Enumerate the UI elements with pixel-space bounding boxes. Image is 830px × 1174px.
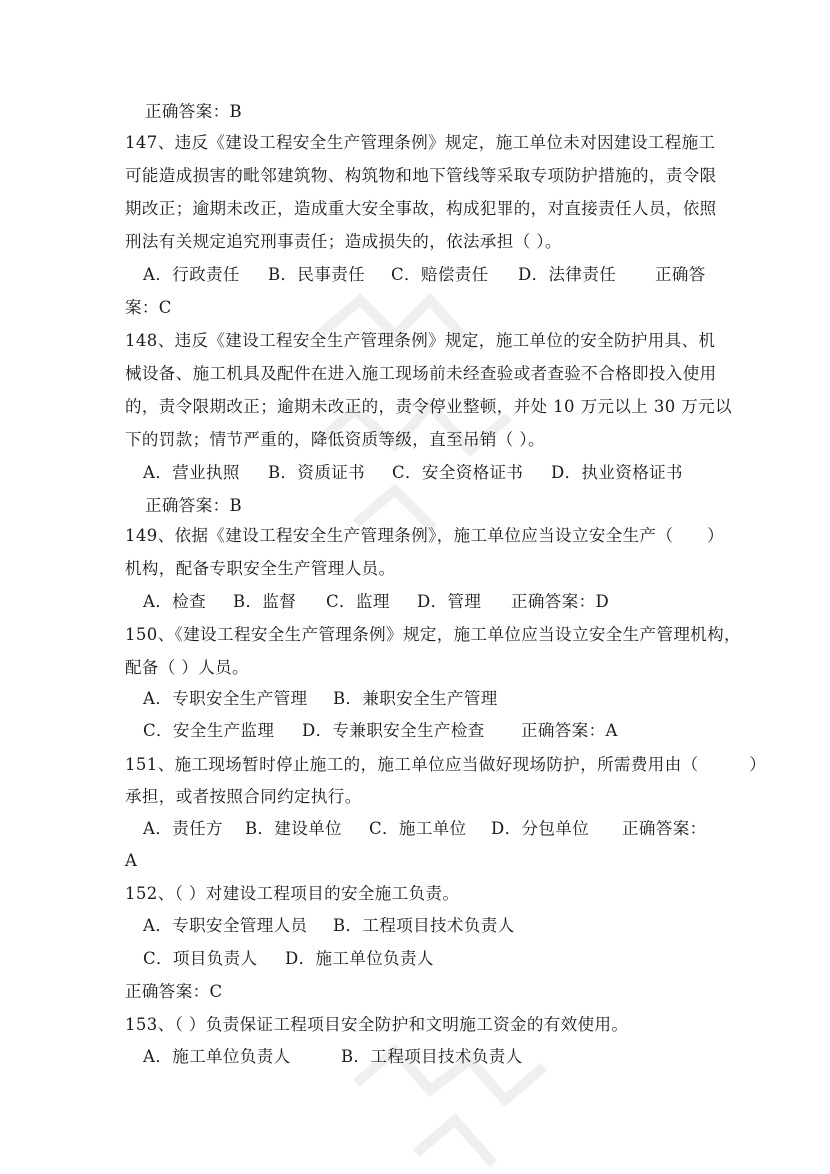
option-c: C．施工单位: [369, 819, 467, 838]
option-b: B．民事责任: [268, 265, 366, 284]
question-148-line-2: 械设备、施工机具及配件在进入施工现场前未经查验或者查验不合格即投入使用: [125, 364, 717, 383]
option-a: A．行政责任: [143, 265, 240, 284]
question-152-line-1: 152、（ ）对建设工程项目的安全施工负责。: [125, 884, 460, 903]
option-a: A．施工单位负责人: [143, 1047, 291, 1066]
option-d: D．管理: [417, 592, 482, 611]
answer-line: 正确答案：B: [145, 496, 243, 515]
option-b: B．工程项目技术负责人: [333, 916, 515, 935]
option-b: B．资质证书: [268, 463, 366, 482]
option-b: B．工程项目技术负责人: [341, 1047, 523, 1066]
option-a: A．专职安全管理人员: [143, 916, 308, 935]
option-d: D．施工单位负责人: [285, 949, 434, 968]
option-c: C．安全资格证书: [392, 463, 524, 482]
option-a: A．营业执照: [143, 463, 240, 482]
option-b: B．兼职安全生产管理: [333, 689, 498, 708]
answer-line: 正确答案：B: [145, 102, 243, 121]
question-153-line-1: 153、（ ）负责保证工程项目安全防护和文明施工资金的有效使用。: [125, 1015, 629, 1034]
option-c: C．监理: [326, 592, 390, 611]
answer-label: 正确答案：: [622, 819, 707, 838]
question-148-line-3: 的，责令限期改正；逾期未改正的，责令停业整顿，并处 10 万元以上 30 万元以: [125, 397, 732, 416]
answer-line: A: [125, 851, 138, 870]
option-c: C．赔偿责任: [391, 265, 489, 284]
option-c: C．项目负责人: [143, 949, 258, 968]
question-148-line-4: 下的罚款；情节严重的，降低资质等级，直至吊销（ ）。: [125, 430, 545, 449]
option-b: B．建设单位: [245, 819, 343, 838]
question-150-line-2: 配备（ ）人员。: [125, 658, 249, 677]
question-148-line-1: 148、违反《建设工程安全生产管理条例》规定，施工单位的安全防护用具、机: [125, 331, 716, 350]
option-c: C．安全生产监理: [143, 721, 275, 740]
question-151-line-1: 151、施工现场暂时停止施工的，施工单位应当做好现场防护，所需费用由（ ）: [125, 755, 767, 774]
option-d: D．法律责任: [518, 265, 617, 284]
question-151-line-2: 承担，或者按照合同约定执行。: [125, 787, 362, 806]
option-d: D．专兼职安全生产检查: [302, 721, 485, 740]
option-b: B．监督: [233, 592, 297, 611]
option-d: D．执业资格证书: [551, 463, 683, 482]
option-d: D．分包单位: [491, 819, 590, 838]
option-a: A．检查: [143, 592, 207, 611]
question-149-line-2: 机构，配备专职安全生产管理人员。: [125, 559, 396, 578]
option-a: A．专职安全生产管理: [143, 689, 308, 708]
question-147-line-4: 刑法有关规定追究刑事责任；造成损失的，依法承担（ ）。: [125, 232, 562, 251]
question-147-line-2: 可能造成损害的毗邻建筑物、构筑物和地下管线等采取专项防护措施的，责令限: [125, 166, 717, 185]
answer-line: 正确答案：D: [511, 592, 610, 611]
answer-line: 正确答案：A: [521, 721, 618, 740]
question-147-line-3: 期改正；逾期未改正，造成重大安全事故，构成犯罪的，对直接责任人员，依照: [125, 199, 717, 218]
answer-line: 案：C: [125, 298, 172, 317]
question-150-line-1: 150、《建设工程安全生产管理条例》规定，施工单位应当设立安全生产管理机构，: [125, 625, 741, 644]
option-a: A．责任方: [143, 819, 223, 838]
answer-label: 正确答: [655, 265, 706, 284]
question-147-line-1: 147、违反《建设工程安全生产管理条例》规定，施工单位未对因建设工程施工: [125, 133, 716, 152]
answer-line: 正确答案：C: [125, 982, 223, 1001]
question-149-line-1: 149、依据《建设工程安全生产管理条例》，施工单位应当设立安全生产（ ）: [125, 526, 725, 545]
